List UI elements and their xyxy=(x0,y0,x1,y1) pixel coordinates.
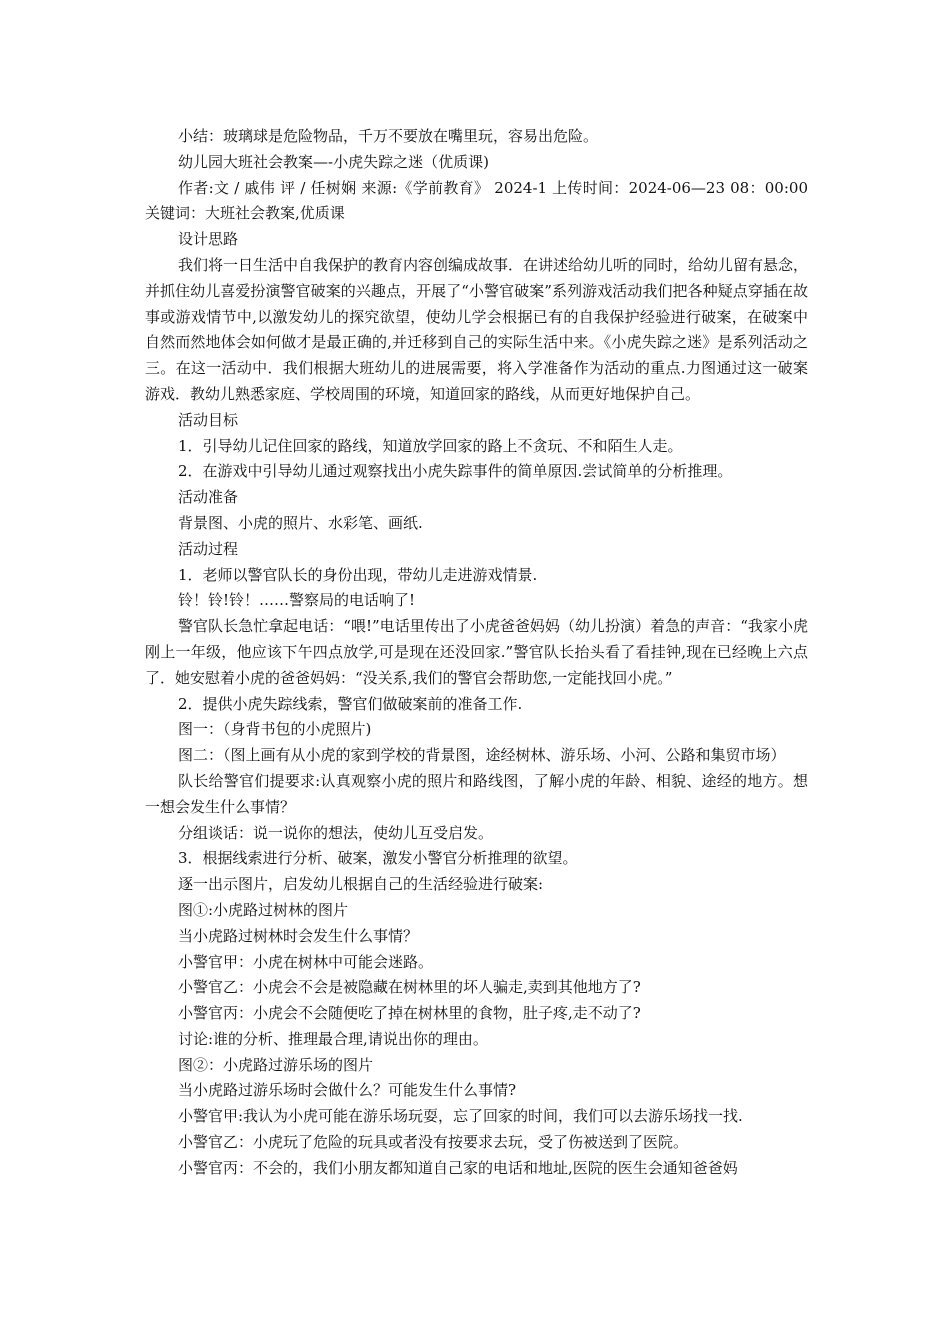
picture-1-label: 图①:小虎路过树林的图片 xyxy=(178,900,349,919)
figure-2-caption: 图二：（图上画有从小虎的家到学校的背景图，途经树林、游乐场、小河、公路和集贸市场） xyxy=(178,746,786,765)
section-heading-design: 设计思路 xyxy=(178,230,239,249)
design-paragraph: 我们将一日生活中自我保护的教育内容创编成故事．在讲述给幼儿听的同时，给幼儿留有悬念，并抓住幼儿喜爱扮演警官破案的兴趣点，开展了“小警官破案”系列游戏活动我们把各种疑点穿插在故事或游戏情节中,以激发幼儿的探究欲望，使幼儿学会根据已有的自我保护经验进行破案，在破案中自然而然地体会如何做才是最正确的,并迁移到自己的实际生活中来。《小虎失踪之迷》是系列活动之三。在这一活动中．我们根据大班幼儿的进展需要，将入学准备作为活动的重点.力图通过这一破案游戏．教幼儿熟悉家庭、学校周围的环境，知道回家的路线，从而更好地保护自己。 xyxy=(145,255,809,403)
discussion-line: 讨论:谁的分析、推理最合理,请说出你的理由。 xyxy=(178,1029,488,1048)
phone-call-paragraph: 警官队长急忙拿起电话：“喂!”电话里传出了小虎爸爸妈妈（幼儿扮演）着急的声音：“我家小虎刚上一年级，他应该下午四点放学,可是现在还没回家.”警官队长抬头看了看挂钟,现在已经晚上六点了．她安慰着小虎的爸爸妈妈：“没关系,我们的警官会帮助您,一定能找回小虎。” xyxy=(145,617,808,687)
group-discussion: 分组谈话：说一说你的想法，使幼儿互受启发。 xyxy=(178,823,494,842)
process-step-3: 3．根据线索进行分析、破案，激发小警官分析推理的欲望。 xyxy=(178,849,578,868)
officer-a-line-1: 小警官甲：小虎在树林中可能会迷路。 xyxy=(178,952,434,971)
officer-a-line-2: 小警官甲:我认为小虎可能在游乐场玩耍，忘了回家的时间，我们可以去游乐场找一找. xyxy=(178,1107,743,1126)
preparation-text: 背景图、小虎的照片、水彩笔、画纸. xyxy=(178,513,423,532)
picture-1-question: 当小虎路过树林时会发生什么事情？ xyxy=(178,926,419,945)
section-heading-process: 活动过程 xyxy=(178,539,239,558)
author-info: 作者:文 / 戚伟 评 / 任树娴 来源:《学前教育》 2024-1 上传时间：2024-06—23 08：00:00 关键词：大班社会教案,优质课 xyxy=(145,178,808,223)
lesson-title: 幼儿园大班社会教案—-小虎失踪之迷（优质课) xyxy=(178,152,489,171)
summary-line: 小结：玻璃球是危险物品，千万不要放在嘴里玩，容易出危险。 xyxy=(178,127,599,145)
document-page xyxy=(145,124,808,1182)
process-step-1: 1．老师以警官队长的身份出现，带幼儿走进游戏情景. xyxy=(178,565,538,584)
officer-b-line-1: 小警官乙：小虎会不会是被隐藏在树林里的坏人骗走,卖到其他地方了? xyxy=(178,978,641,997)
picture-2-question: 当小虎路过游乐场时会做什么？可能发生什么事情? xyxy=(178,1081,517,1100)
section-heading-goals: 活动目标 xyxy=(178,410,239,429)
officer-c-line-1: 小警官丙：小虎会不会随便吃了掉在树林里的食物，肚子疼,走不动了? xyxy=(178,1004,641,1023)
goal-item-2: 2．在游戏中引导幼儿通过观察找出小虎失踪事件的简单原因.尝试简单的分析推理。 xyxy=(178,462,733,481)
picture-2-label: 图②：小虎路过游乐场的图片 xyxy=(178,1055,374,1074)
process-step-2: 2．提供小虎失踪线索，警官们做破案前的准备工作. xyxy=(178,694,523,713)
figure-1-caption: 图一：（身背书包的小虎照片) xyxy=(178,720,372,739)
goal-item-1: 1．引导幼儿记住回家的路线，知道放学回家的路上不贪玩、不和陌生人走。 xyxy=(178,436,683,455)
phone-ring-line: 铃！铃!铃！……警察局的电话响了! xyxy=(178,591,416,610)
section-heading-preparation: 活动准备 xyxy=(178,488,239,507)
officer-b-line-2: 小警官乙：小虎玩了危险的玩具或者没有按要求去玩，受了伤被送到了医院。 xyxy=(178,1133,689,1152)
officer-c-line-2: 小警官丙：不会的，我们小朋友都知道自己家的电话和地址,医院的医生会通知爸爸妈 xyxy=(178,1158,738,1177)
show-pictures-line: 逐一出示图片，启发幼儿根据自己的生活经验进行破案: xyxy=(178,875,544,894)
captain-requirements: 队长给警官们提要求:认真观察小虎的照片和路线图，了解小虎的年龄、相貌、途经的地方。想一想会发生什么事情？ xyxy=(145,771,808,816)
